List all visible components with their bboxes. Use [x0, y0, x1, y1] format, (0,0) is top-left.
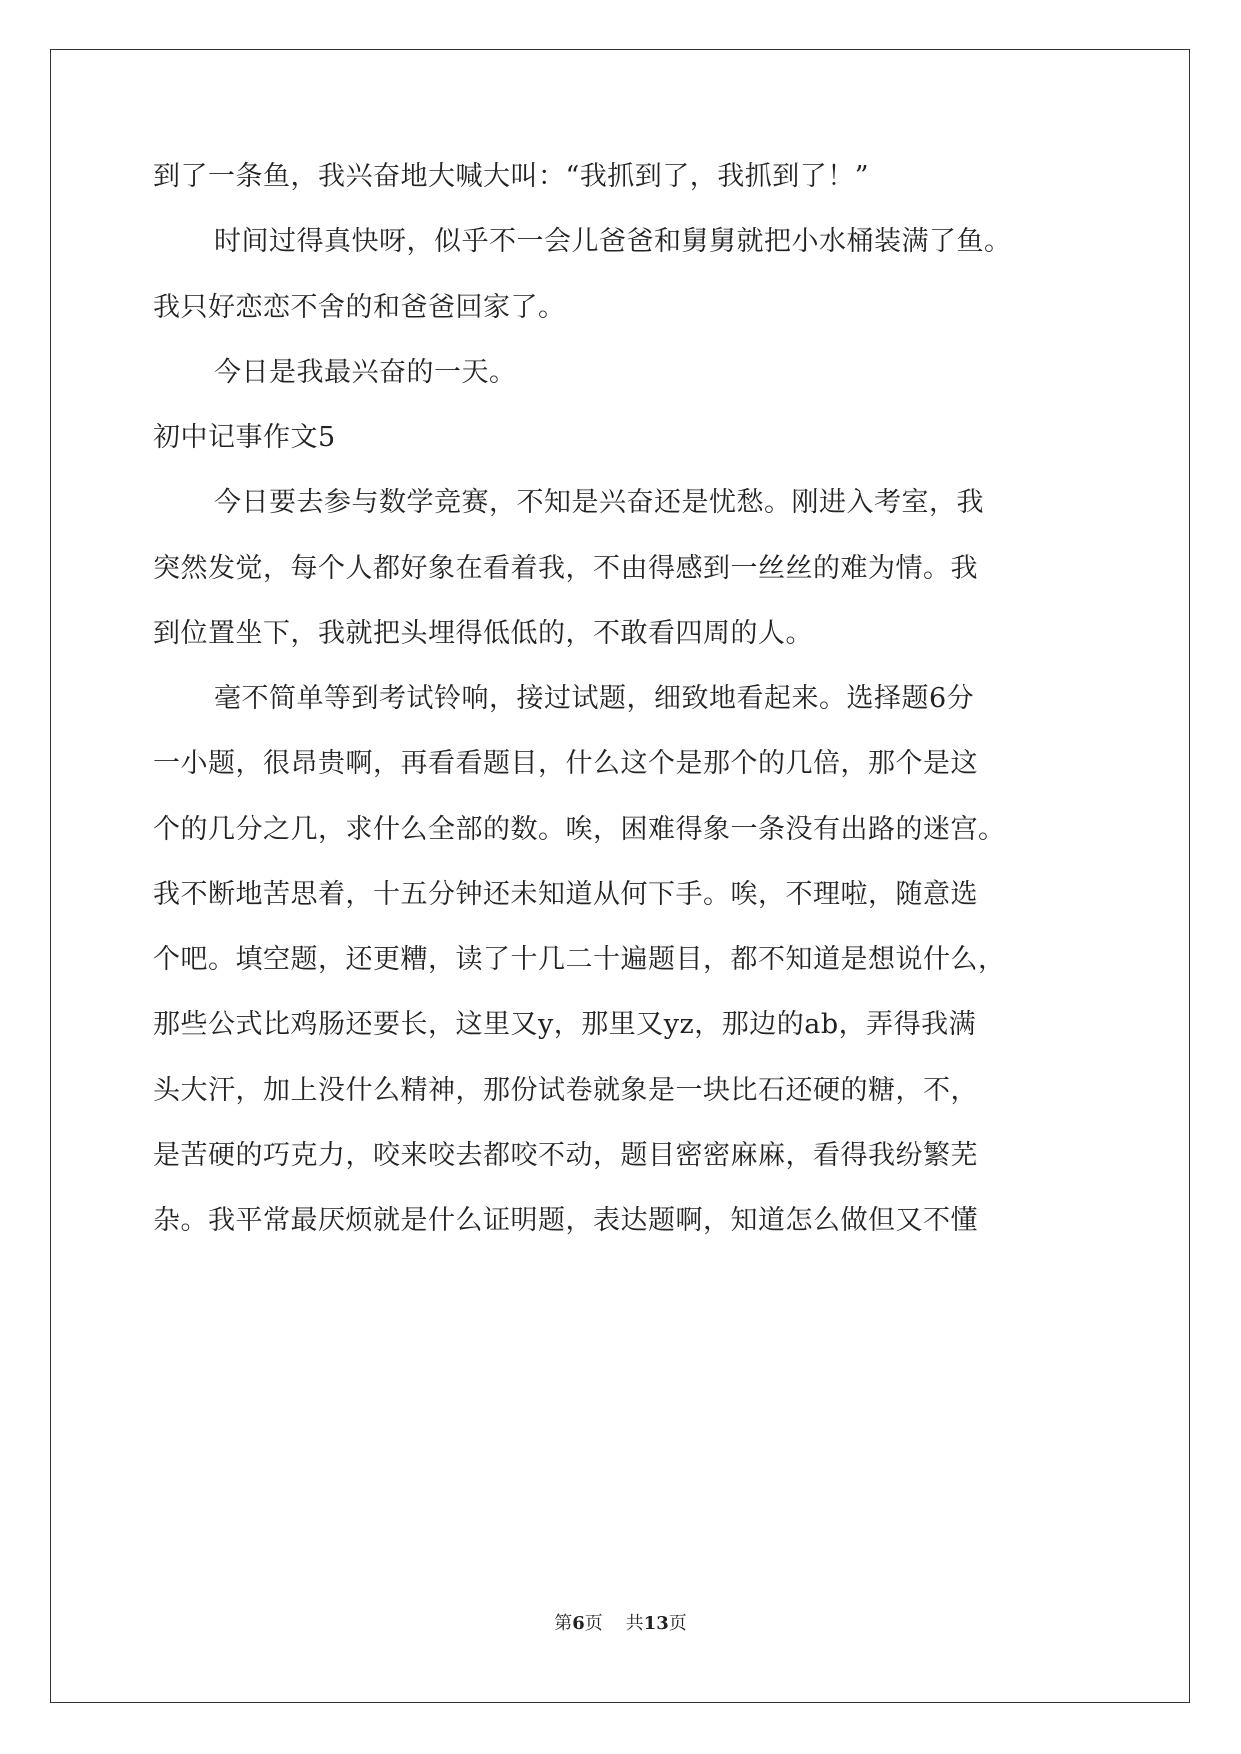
text-line: 头大汗，加上没什么精神，那份试卷就象是一块比石还硬的糖，不，	[153, 1075, 978, 1106]
text-line: 时间过得真快呀，似乎不一会儿爸爸和舅舅就把小水桶装满了鱼。	[214, 226, 1012, 257]
text-line: 那些公式比鸡肠还要长，这里又y，那里又yz，那边的ab，弄得我满	[153, 1009, 977, 1040]
text-line: 杂。我平常最厌烦就是什么证明题，表达题啊，知道怎么做但又不懂	[153, 1205, 978, 1236]
text-line: 个的几分之几，求什么全部的数。唉，困难得象一条没有出路的迷宫。	[153, 814, 1006, 845]
text-line: 到了一条鱼，我兴奋地大喊大叫：“我抓到了，我抓到了！”	[153, 161, 870, 192]
page-footer	[0, 1612, 1241, 1636]
footer-prefix: 第	[554, 1613, 573, 1634]
footer-total-suffix: 页	[668, 1613, 687, 1634]
current-page-number: 6	[572, 1613, 585, 1634]
footer-total-prefix: 共	[625, 1613, 644, 1634]
text-line: 突然发觉，每个人都好象在看着我，不由得感到一丝丝的难为情。我	[153, 553, 978, 584]
text-line: 个吧。填空题，还更糟，读了十几二十遍题目，都不知道是想说什么，	[153, 944, 1006, 975]
text-line: 我不断地苦思着，十五分钟还未知道从何下手。唉，不理啦，随意选	[153, 879, 978, 910]
text-line: 一小题，很昂贵啊，再看看题目，什么这个是那个的几倍，那个是这	[153, 748, 978, 779]
total-page-number: 13	[643, 1613, 669, 1634]
text-line: 今日是我最兴奋的一天。	[214, 357, 517, 388]
text-line: 毫不简单等到考试铃响，接过试题，细致地看起来。选择题6分	[214, 683, 975, 714]
footer-page-suffix: 页	[584, 1613, 603, 1634]
text-line: 是苦硬的巧克力，咬来咬去都咬不动，题目密密麻麻，看得我纷繁芜	[153, 1140, 978, 1171]
text-line: 今日要去参与数学竞赛，不知是兴奋还是忧愁。刚进入考室，我	[214, 487, 984, 518]
text-line: 到位置坐下，我就把头埋得低低的，不敢看四周的人。	[153, 618, 813, 649]
section-heading: 初中记事作文5	[153, 422, 336, 453]
text-line: 我只好恋恋不舍的和爸爸回家了。	[153, 292, 566, 323]
